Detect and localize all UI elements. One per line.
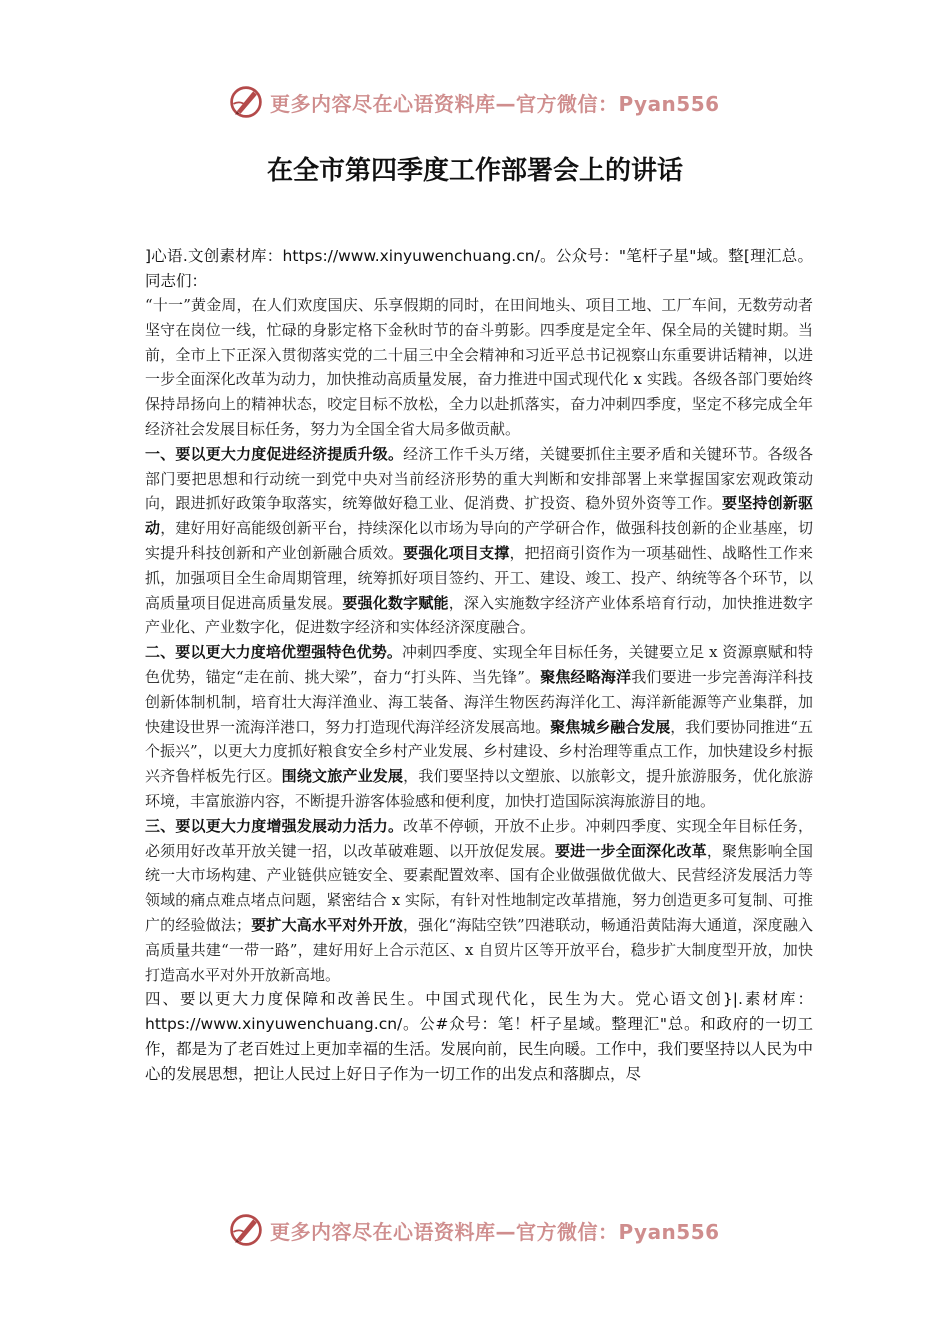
section-1-text-2: ，建好用好高能级创新平台，持续深化以市场为导向的产学研合作，做强科技创新的企业基座，切实提升科技创新和产业创新融合质效。 — [145, 519, 813, 562]
section-2-text-1: 冲刺四季度、实现全年目标任务，关键要立足 x 资源禀赋和特色优势，锚定“走在前、挑大梁”，奋力“打头阵、当先锋”。 — [145, 643, 813, 686]
header-banner — [228, 82, 748, 122]
section-2-heading: 二、要以更大力度培优塑强特色优势。 — [145, 643, 402, 662]
section-1-bold-3: 要强化数字赋能 — [342, 593, 449, 612]
intro-block — [145, 244, 813, 294]
section-2-paragraph — [145, 640, 813, 814]
section-1-bold-2: 要强化项目支撑 — [403, 543, 510, 562]
section-1-text-3: ，把招商引资作为一项基础性、战略性工作来抓，加强项目全生命周期管理，统筹抓好项目签约、开工、建设、竣工、投产、纳统等各个环节，以高质量项目促进高质量发展。 — [145, 543, 813, 612]
section-4-paragraph: 四、要以更大力度保障和改善民生。中国式现代化，民生为大。党心语文创}|.素材库：https://www.xinyuwenchuang.cn/。公#众号：笔！杆子星域。整理汇"总。和政府的一切工作，都是为了老百姓过上更加幸福的生活。发展向前，民生向暖。工作中，我们要坚持以人民为中心的发展思想，把让人民过上好日子作为一切工作的出发点和落脚点，尽 — [145, 990, 813, 1084]
banner-text: 更多内容尽在心语资料库—官方微信：Pyan556 — [270, 1219, 720, 1244]
section-3-text-1: 改革不停顿，开放不止步。冲刺四季度、实现全年目标任务，必须用好改革开放关键一招，以改革破难题、以开放促发展。 — [145, 816, 813, 860]
section-3-text-3: ，强化“海陆空铁”四港联动，畅通沿黄陆海大通道，深度融入高质量共建“一带一路”，建好用好上合示范区、x 自贸片区等开放平台，稳步扩大制度型开放，加快打造高水平对外开放新高地。 — [145, 915, 813, 984]
section-2-bold-2: 聚焦城乡融合发展 — [550, 717, 671, 736]
section-1-text-4: ，深入实施数字经济产业体系培育行动，加快推进数字产业化、产业数字化，促进数字经济和实体经济深度融合。 — [145, 593, 813, 637]
section-3-heading: 三、要以更大力度增强发展动力活力。 — [145, 816, 404, 835]
document-title: 在全市第四季度工作部署会上的讲话 — [266, 156, 683, 186]
section-3-text-2: ，聚焦影响全国统一大市场构建、产业链供应链安全、要素配置效率、国有企业做强做优做大、民营经济发展活力等领域的痛点难点堵点问题，紧密结合 x 实际，有针对性地制定改革措施，努力创造更多可复制、可推广的经验做法； — [145, 841, 813, 934]
banner-text: 更多内容尽在心语资料库—官方微信：Pyan556 — [270, 91, 720, 116]
footer-banner — [228, 1210, 748, 1250]
section-1-heading: 一、要以更大力度促进经济提质升级。 — [145, 444, 404, 463]
section-3-bold-1: 要进一步全面深化改革 — [555, 841, 707, 860]
section-3-bold-2: 要扩大高水平对外开放 — [251, 915, 403, 934]
section-2-text-3: ，我们要协同推进“五个振兴”，以更大力度抓好粮食安全乡村产业发展、乡村建设、乡村治理等重点工作，加快建设乡村振兴齐鲁样板先行区。 — [145, 717, 813, 786]
section-1-paragraph — [145, 442, 813, 640]
section-1-text-1: 经济工作千头万绪，关键要抓住主要矛盾和关键环节。各级各部门要把思想和行动统一到党中央对当前经济形势的重大判断和安排部署上来掌握国家宏观政策动向，跟进抓好政策争取落实，统筹做好稳工业、促消费、扩投资、稳外贸外资等工作。 — [145, 444, 813, 513]
writing-hand-logo-icon — [228, 84, 264, 120]
section-2-bold-3: 围绕文旅产业发展 — [281, 767, 404, 786]
section-3-paragraph — [145, 814, 813, 988]
main-body — [145, 293, 813, 1087]
section-2-bold-1: 聚焦经略海洋 — [540, 667, 632, 686]
section-2-text-4: ，我们要坚持以文塑旅、以旅彰文，提升旅游服务，优化旅游环境，丰富旅游内容，不断提升游客体验感和便利度，加快打造国际滨海旅游目的地。 — [145, 767, 813, 810]
writing-hand-logo-icon — [228, 1212, 264, 1248]
intro-paragraph: ]心语.文创素材库：https://www.xinyuwenchuang.cn/。公众号："笔杆子星"域。整[理汇总。同志们： — [145, 247, 813, 290]
opening-paragraph: “十一”黄金周，在人们欢度国庆、乐享假期的同时，在田间地头、项目工地、工厂车间，无数劳动者坚守在岗位一线，忙碌的身影定格下金秋时节的奋斗剪影。四季度是定全年、保全局的关键时期。当前，全市上下正深入贯彻落实党的二十届三中全会精神和习近平总书记视察山东重要讲话精神，以进一步全面深化改革为动力，加快推动高质量发展，奋力推进中国式现代化 x 实践。各级各部门要始终保持昂扬向上的精神状态，咬定目标不放松，全力以赴抓落实，奋力冲刺四季度，坚定不移完成全年经济社会发展目标任务，努力为全国全省大局多做贡献。 — [145, 296, 813, 438]
section-1-bold-1: 要坚持创新驱动 — [145, 494, 813, 538]
section-2-text-2: 我们要进一步完善海洋科技创新体制机制，培育壮大海洋渔业、海工装备、海洋生物医药海洋化工、海洋新能源等产业集群，加快建设世界一流海洋港口，努力打造现代海洋经济发展高地。 — [145, 667, 813, 736]
